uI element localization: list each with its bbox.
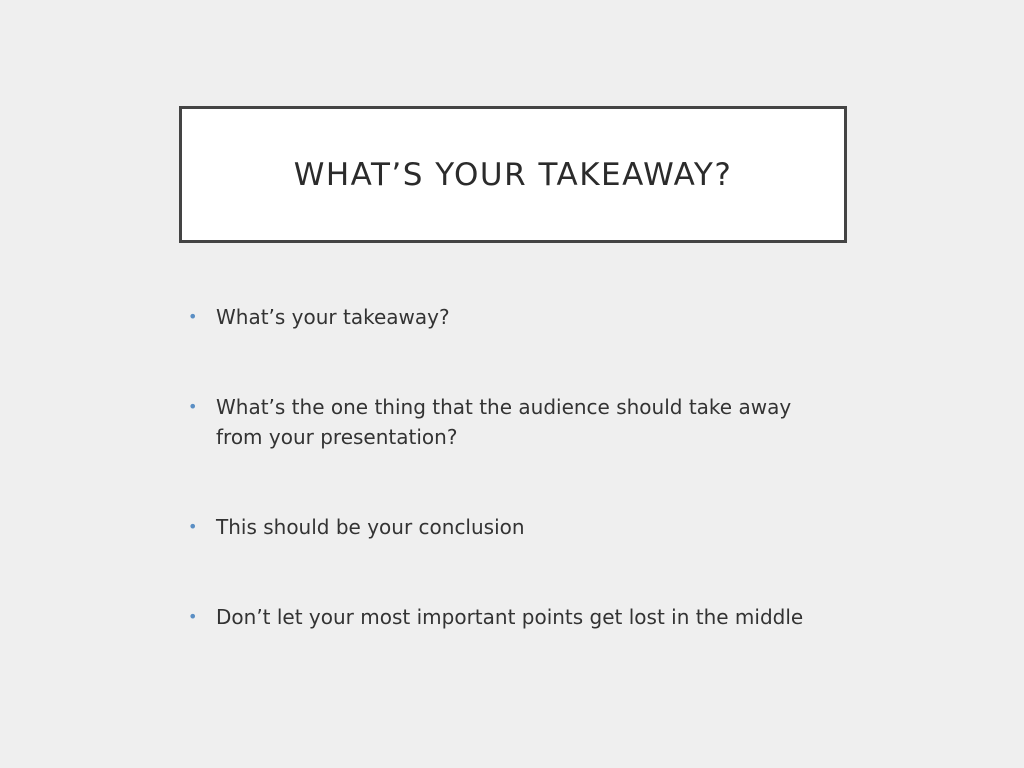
bullet-item: [188, 392, 838, 452]
title-box: [179, 106, 847, 243]
bullet-item: [188, 602, 838, 632]
bullet-marker-icon: •: [188, 517, 198, 536]
bullet-text: What’s your takeaway?: [216, 305, 450, 329]
bullet-item: [188, 302, 838, 332]
bullet-item: [188, 512, 838, 542]
bullet-marker-icon: •: [188, 607, 198, 626]
bullet-marker-icon: •: [188, 397, 198, 416]
slide-title: WHAT’S YOUR TAKEAWAY?: [293, 156, 733, 193]
bullet-text: Don’t let your most important points get lost in the middle: [216, 605, 804, 629]
bullet-text: What’s the one thing that the audience should take away from your presentation?: [216, 395, 792, 449]
bullet-text: This should be your conclusion: [216, 515, 525, 539]
bullet-marker-icon: •: [188, 307, 198, 326]
